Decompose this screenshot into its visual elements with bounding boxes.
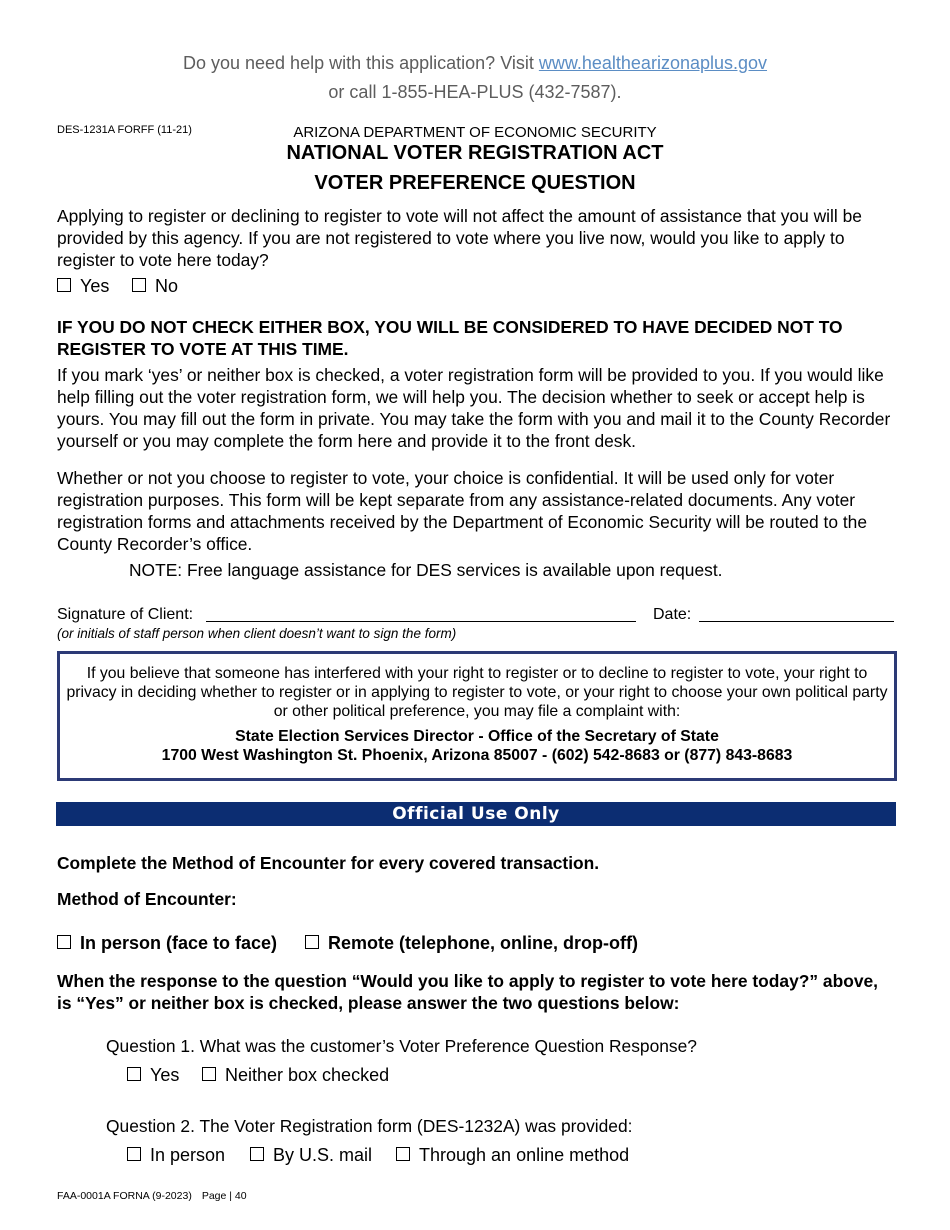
q2-in-person-label: In person <box>150 1145 226 1165</box>
q2-option-mail[interactable] <box>250 1145 372 1166</box>
checkbox-icon[interactable] <box>132 278 146 292</box>
checkbox-icon[interactable] <box>57 935 71 949</box>
q2-option-in-person[interactable] <box>127 1145 225 1166</box>
method-label: Method of Encounter: <box>57 889 237 909</box>
help-line-2: or call 1-855-HEA-PLUS (432-7587). <box>328 82 622 102</box>
q1-yes-label: Yes <box>150 1065 180 1085</box>
q2-mail-label: By U.S. mail <box>273 1145 373 1165</box>
voter-question: Applying to register or declining to register to vote will not affect the amount of assistance that you will be provided by this agency. If you are not registered to vote where you live now, would you like to apply to register to vote here today? <box>57 206 862 270</box>
q1-neither-label: Neither box checked <box>225 1065 390 1085</box>
complaint-box <box>57 651 897 781</box>
q1-option-neither[interactable] <box>202 1065 389 1086</box>
date-line[interactable] <box>699 621 894 622</box>
complaint-text: If you believe that someone has interfered with your right to register or to decline to register to vote, your right to privacy in deciding whether to register or in applying to register to vote, or your right to choose your own political party or other political preference, you may file a complaint with: <box>66 665 888 720</box>
complaint-address: 1700 West Washington St. Phoenix, Arizona 85007 - (602) 542-8683 or (877) 843-8683 <box>161 747 793 764</box>
condition-text: When the response to the question “Would you like to apply to register to vote here today?” above, is “Yes” or neither box is checked, please answer the two questions below: <box>57 971 879 1013</box>
help-line-1 <box>0 53 950 74</box>
agency-name: ARIZONA DEPARTMENT OF ECONOMIC SECURITY <box>293 124 657 141</box>
paragraph-help: If you mark ‘yes’ or neither box is checked, a voter registration form will be provided to you. If you would like help filling out the voter registration form, we will help you. The decision whether to seek or accept help is yours. You may fill out the form in private. You may take the form with you and mail it to the County Recorder yourself or you may complete the form here and provide it to the front desk. <box>57 365 891 451</box>
option-no[interactable] <box>132 276 178 297</box>
signature-line[interactable] <box>206 621 636 622</box>
option-yes[interactable] <box>57 276 109 297</box>
question-2: Question 2. The Voter Registration form (DES-1232A) was provided: <box>106 1116 633 1136</box>
option-yes-label: Yes <box>80 276 110 296</box>
question-1: Question 1. What was the customer’s Voter Preference Question Response? <box>106 1036 697 1056</box>
q1-option-yes[interactable] <box>127 1065 179 1086</box>
checkbox-icon[interactable] <box>396 1147 410 1161</box>
q2-online-label: Through an online method <box>419 1145 630 1165</box>
form-code: DES-1231A FORFF (11-21) <box>57 124 192 136</box>
option-no-label: No <box>155 276 179 296</box>
signature-hint: (or initials of staff person when client doesn’t want to sign the form) <box>57 626 457 641</box>
form-title: NATIONAL VOTER REGISTRATION ACT <box>286 142 664 164</box>
paragraph-confidential: Whether or not you choose to register to vote, your choice is confidential. It will be used only for voter registration purposes. This form will be kept separate from any assistance-related documents. Any voter registration forms and attachments received by the Department of Economic Security will be routed to the County Recorder’s office. <box>57 468 868 554</box>
checkbox-icon[interactable] <box>202 1067 216 1081</box>
checkbox-icon[interactable] <box>57 278 71 292</box>
checkbox-icon[interactable] <box>127 1147 141 1161</box>
complaint-office: State Election Services Director - Office of the Secretary of State <box>235 728 719 745</box>
q2-option-online[interactable] <box>396 1145 629 1166</box>
signature-label: Signature of Client: <box>57 606 194 623</box>
footer <box>57 1190 247 1202</box>
date-label: Date: <box>653 606 692 623</box>
website-link[interactable]: www.healthearizonaplus.gov <box>538 53 768 73</box>
option-in-person[interactable] <box>57 933 277 954</box>
page-number: Page | 40 <box>201 1190 247 1202</box>
option-in-person-label: In person (face to face) <box>80 933 278 953</box>
footer-form-code: FAA-0001A FORNA (9-2023) <box>57 1190 192 1202</box>
help-text: Do you need help with this application? Visit <box>182 53 539 73</box>
checkbox-icon[interactable] <box>305 935 319 949</box>
method-instruction: Complete the Method of Encounter for every covered transaction. <box>57 853 600 873</box>
checkbox-icon[interactable] <box>250 1147 264 1161</box>
language-note: NOTE: Free language assistance for DES services is available upon request. <box>129 560 723 580</box>
official-use-banner: Official Use Only <box>56 802 896 826</box>
option-remote[interactable] <box>305 933 638 954</box>
option-remote-label: Remote (telephone, online, drop-off) <box>328 933 638 953</box>
warning-text: IF YOU DO NOT CHECK EITHER BOX, YOU WILL BE CONSIDERED TO HAVE DECIDED NOT TO REGISTER TO VOTE AT THIS TIME. <box>57 317 843 359</box>
form-subtitle: VOTER PREFERENCE QUESTION <box>314 172 636 194</box>
checkbox-icon[interactable] <box>127 1067 141 1081</box>
